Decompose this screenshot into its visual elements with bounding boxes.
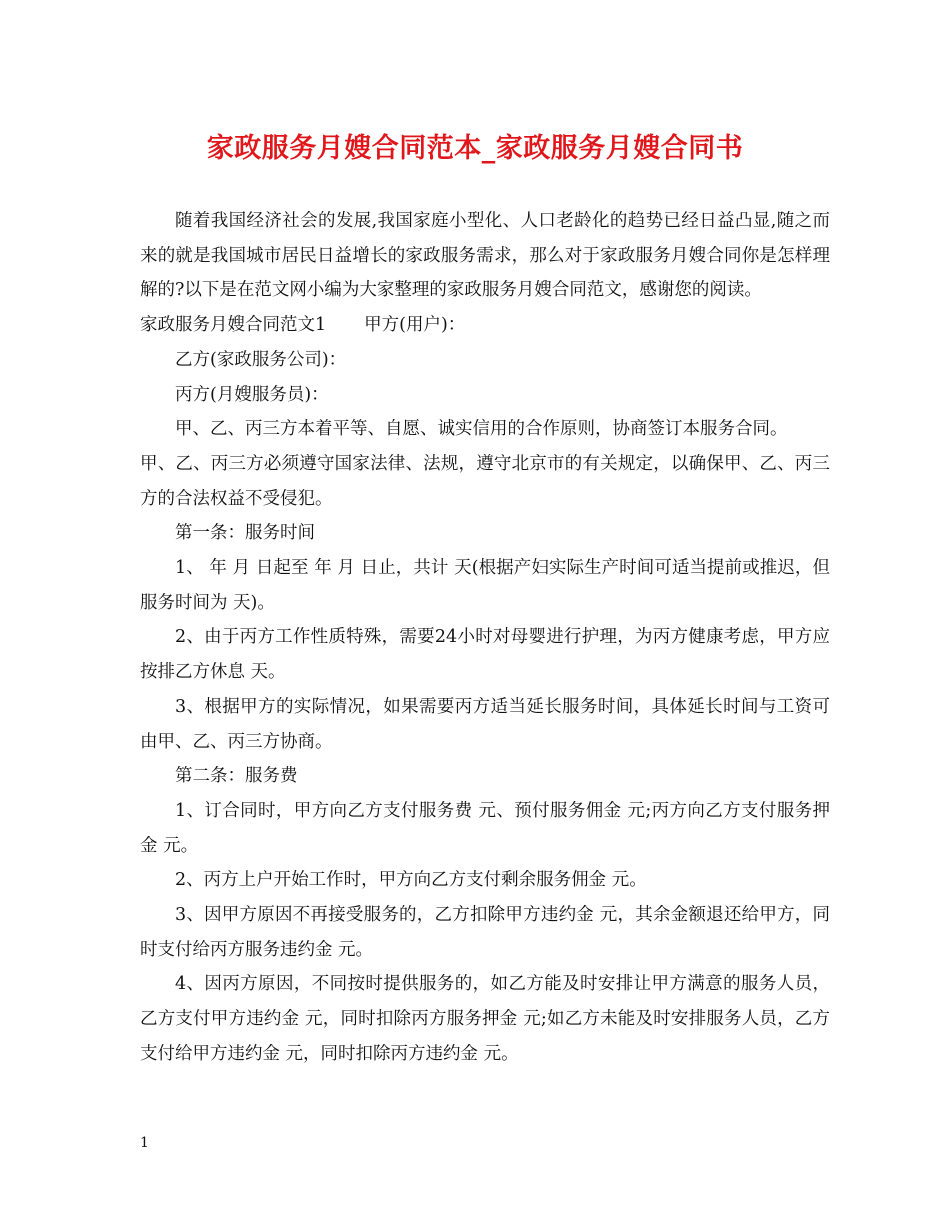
party-a-label: 甲方(用户)： xyxy=(364,315,466,336)
sample-heading-line xyxy=(140,308,830,343)
party-c-label: 丙方(月嫂服务员)： xyxy=(175,384,329,405)
article-2-item: 1、订合同时，甲方向乙方支付服务费 元、预付服务佣金 元;丙方向乙方支付服务押金 元。 xyxy=(140,800,830,856)
article-1-item: 1、 年 月 日起至 年 月 日止，共计 天(根据产妇实际生产时间可适当提前或推迟，但服务时间为 天)。 xyxy=(140,558,830,613)
preamble-paragraph-1: 甲、乙、丙三方本着平等、自愿、诚实信用的合作原则，协商签订本服务合同。 xyxy=(175,419,788,440)
party-b-label: 乙方(家政服务公司)： xyxy=(175,349,347,370)
article-2-item: 4、因丙方原因，不同按时提供服务的，如乙方能及时安排让甲方满意的服务人员，乙方支付甲方违约金 元，同时扣除丙方服务押金 元;如乙方未能及时安排服务人员，乙方支付给甲方违约金 元，同时扣除丙方违约金 元。 xyxy=(140,974,830,1064)
document-body xyxy=(140,204,830,1072)
page-number: 1 xyxy=(140,1135,149,1151)
article-1-item: 2、由于丙方工作性质特殊，需要24小时对母婴进行护理，为丙方健康考虑，甲方应按排乙方休息 天。 xyxy=(140,627,830,683)
article-1-item: 3、根据甲方的实际情况，如果需要丙方适当延长服务时间，具体延长时间与工资可由甲、乙、丙三方协商。 xyxy=(140,696,830,752)
preamble-paragraph-2: 甲、乙、丙三方必须遵守国家法律、法规，遵守北京市的有关规定，以确保甲、乙、丙三方的合法权益不受侵犯。 xyxy=(140,453,830,509)
article-1-heading: 第一条：服务时间 xyxy=(175,523,315,544)
sample-heading: 家政服务月嫂合同范文1 xyxy=(140,315,327,336)
document-title: 家政服务月嫂合同范本_家政服务月嫂合同书 xyxy=(206,133,744,164)
intro-paragraph: 随着我国经济社会的发展,我国家庭小型化、人口老龄化的趋势已经日益凸显,随之而来的就是我国城市居民日益增长的家政服务需求，那么对于家政服务月嫂合同你是怎样理解的?以下是在范文网小编为大家整理的家政服务月嫂合同范文，感谢您的阅读。 xyxy=(140,211,830,301)
article-2-heading: 第二条：服务费 xyxy=(175,766,298,787)
article-2-item: 2、丙方上户开始工作时，甲方向乙方支付剩余服务佣金 元。 xyxy=(175,870,647,891)
article-2-item: 3、因甲方原因不再接受服务的，乙方扣除甲方违约金 元，其余金额退还给甲方，同时支付给丙方服务违约金 元。 xyxy=(140,905,830,960)
